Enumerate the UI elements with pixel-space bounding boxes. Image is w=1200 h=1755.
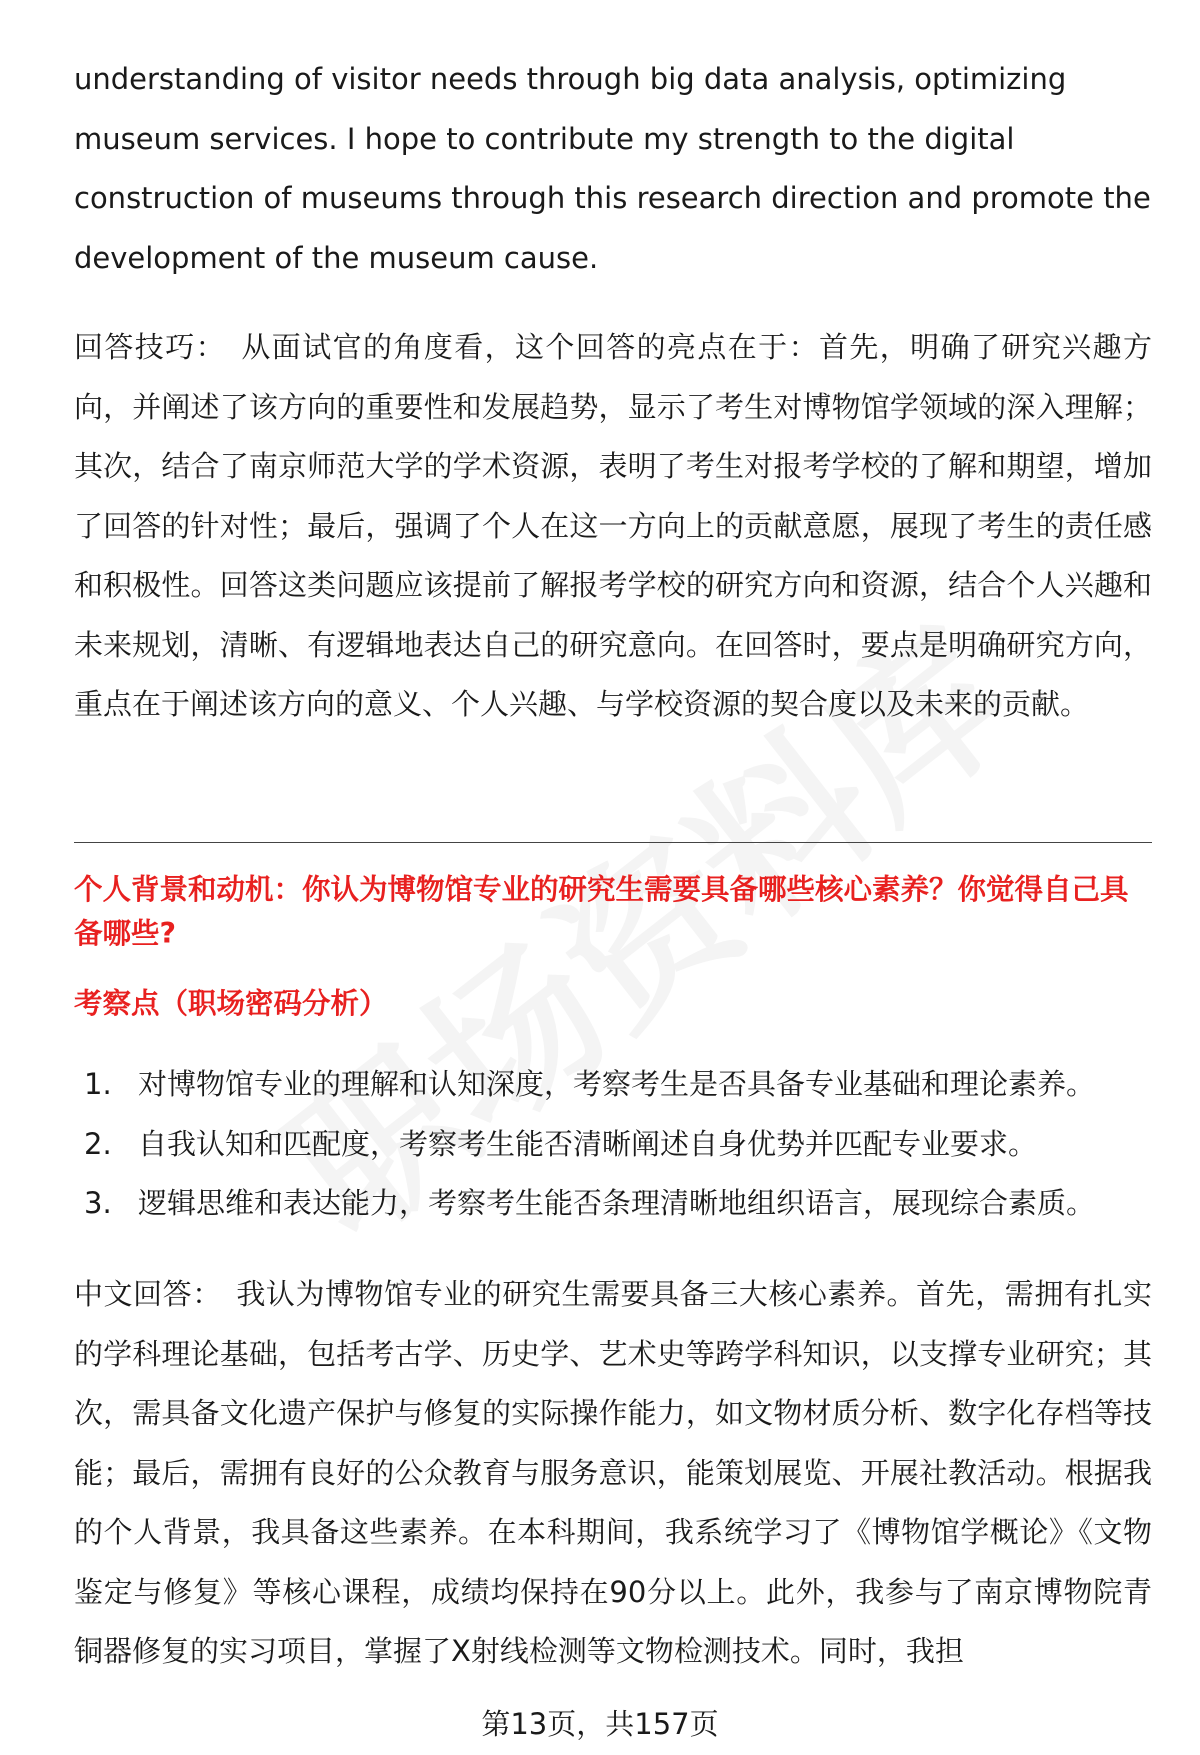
- answer-label: 中文回答：: [74, 1277, 222, 1311]
- section-divider: [74, 842, 1152, 843]
- assessment-points-list: [74, 1055, 1152, 1234]
- list-item: [74, 1055, 1152, 1115]
- chinese-answer-paragraph: [74, 1265, 1152, 1682]
- list-item: [74, 1115, 1152, 1175]
- tips-text: 从面试官的角度看，这个回答的亮点在于：首先，明确了研究兴趣方向，并阐述了该方向的重要性和发展趋势，显示了考生对博物馆学领域的深入理解；其次，结合了南京师范大学的学术资源，表明了考生对报考学校的了解和期望，增加了回答的针对性；最后，强调了个人在这一方向上的贡献意愿，展现了考生的责任感和积极性。回答这类问题应该提前了解报考学校的研究方向和资源，结合个人兴趣和未来规划，清晰、有逻辑地表达自己的研究意向。在回答时，要点是明确研究方向，重点在于阐述该方向的意义、个人兴趣、与学校资源的契合度以及未来的贡献。: [74, 330, 1152, 721]
- list-item-text: 对博物馆专业的理解和认知深度，考察考生是否具备专业基础和理论素养。: [138, 1067, 1096, 1101]
- answer-tips-paragraph: [74, 318, 1152, 735]
- question-heading: 个人背景和动机：你认为博物馆专业的研究生需要具备哪些核心素养？你觉得自己具备哪些?: [74, 873, 1129, 950]
- answer-text: 我认为博物馆专业的研究生需要具备三大核心素养。首先，需拥有扎实的学科理论基础，包括考古学、历史学、艺术史等跨学科知识，以支撑专业研究；其次，需具备文化遗产保护与修复的实际操作能力，如文物材质分析、数字化存档等技能；最后，需拥有良好的公众教育与服务意识，能策划展览、开展社教活动。根据我的个人背景，我具备这些素养。在本科期间，我系统学习了《博物馆学概论》《文物鉴定与修复》等核心课程，成绩均保持在90分以上。此外，我参与了南京博物院青铜器修复的实习项目，掌握了X射线检测等文物检测技术。同时，我担: [74, 1277, 1152, 1668]
- list-item-number: 3.: [84, 1186, 112, 1220]
- list-item: [74, 1174, 1152, 1234]
- list-item-text: 自我认知和匹配度，考察考生能否清晰阐述自身优势并匹配专业要求。: [138, 1126, 1038, 1161]
- page-indicator: 第13页，共157页: [481, 1707, 719, 1741]
- english-answer-paragraph: understanding of visitor needs through big data analysis, optimizing museum services. I hope to contribute my strength to the digital construction of museums through this research direction and promote the development of the museum cause.: [74, 62, 1151, 275]
- tips-label: 回答技巧：: [74, 330, 226, 364]
- list-item-number: 2.: [84, 1126, 112, 1161]
- list-item-text: 逻辑思维和表达能力，考察考生能否条理清晰地组织语言，展现综合素质。: [138, 1186, 1096, 1220]
- assessment-heading: 考察点（职场密码分析）: [74, 987, 388, 1020]
- list-item-number: 1.: [84, 1067, 112, 1101]
